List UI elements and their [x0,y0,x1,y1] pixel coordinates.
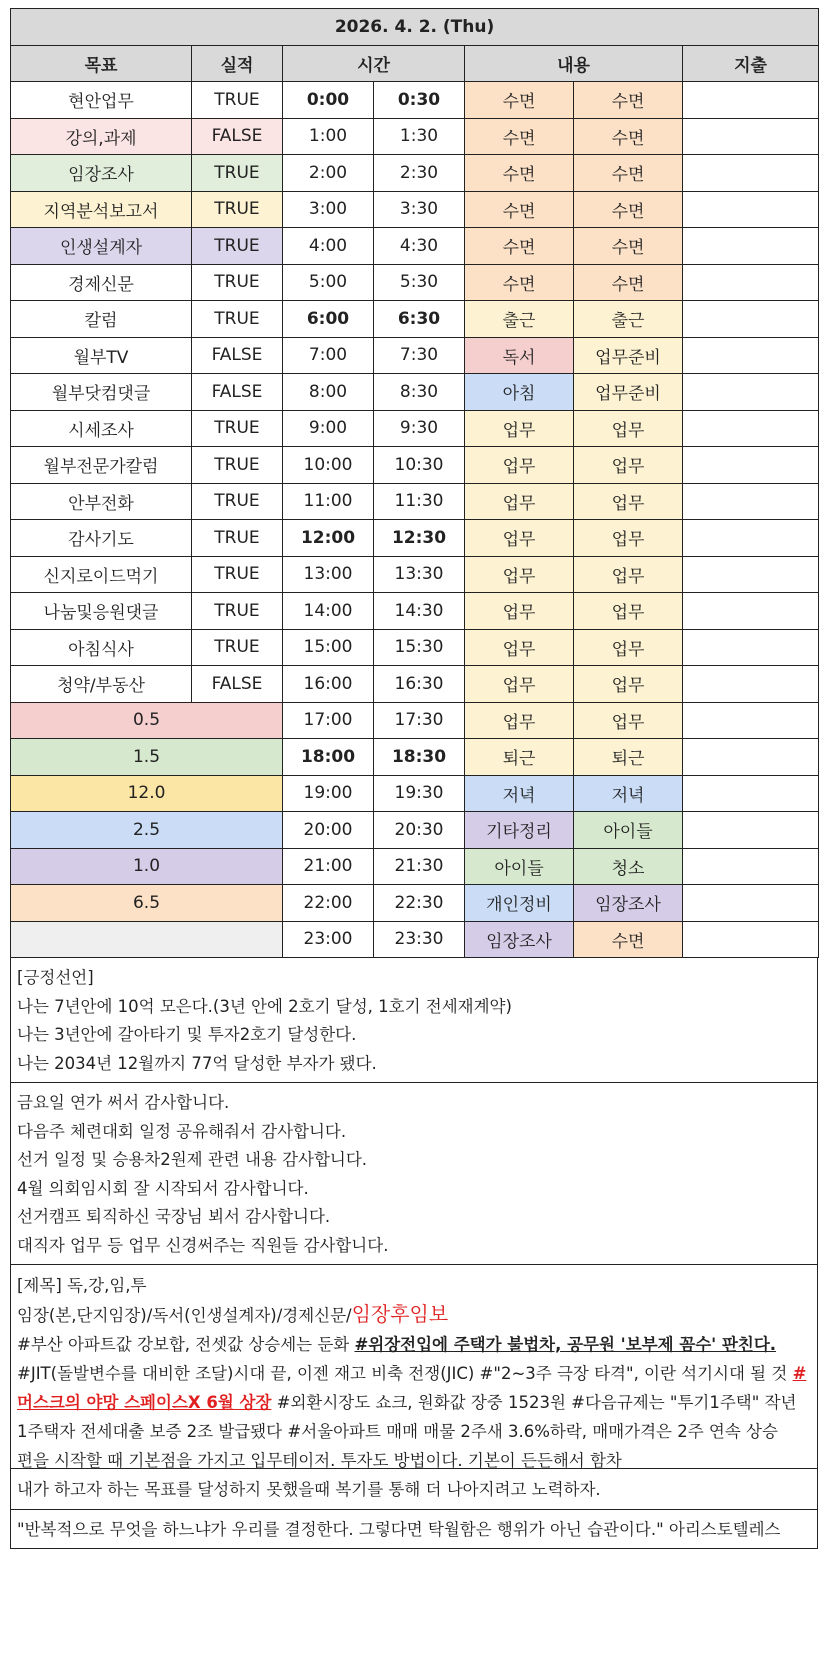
summary-cell [11,921,283,958]
goal-cell: 월부전문가칼럼 [11,447,192,484]
schedule-row [11,666,819,703]
study-list-highlight: 임장후임보 [351,1302,449,1326]
content-cell: 기타정리 [465,812,574,849]
content-cell: 업무 [574,666,683,703]
goal-cell: 시세조사 [11,410,192,447]
schedule-row [11,520,819,557]
time-start-cell: 20:00 [283,812,374,849]
goal-cell: 아침식사 [11,629,192,666]
result-cell: TRUE [192,520,283,557]
goal-cell: 인생설계자 [11,228,192,265]
result-cell: TRUE [192,82,283,119]
time-start-cell: 19:00 [283,775,374,812]
content-cell: 업무 [574,447,683,484]
goal-cell: 나눔및응원댓글 [11,593,192,630]
content-cell: 업무 [574,702,683,739]
daily-planner-sheet [10,8,818,1549]
schedule-row [11,483,819,520]
content-cell: 수면 [574,921,683,958]
time-end-cell: 13:30 [374,556,465,593]
header-time: 시간 [283,45,465,82]
time-start-cell: 21:00 [283,848,374,885]
schedule-row [11,775,819,812]
time-start-cell: 15:00 [283,629,374,666]
schedule-row [11,593,819,630]
result-cell: TRUE [192,264,283,301]
summary-cell: 12.0 [11,775,283,812]
news-headlines [17,1330,811,1469]
content-cell: 저녁 [465,775,574,812]
expense-cell [683,82,819,119]
quote-box [10,1510,818,1549]
time-start-cell: 18:00 [283,739,374,776]
content-cell: 수면 [574,155,683,192]
schedule-table [10,8,819,958]
result-cell: TRUE [192,629,283,666]
goal-cell: 강의,과제 [11,118,192,155]
expense-cell [683,775,819,812]
expense-cell [683,155,819,192]
time-end-cell: 16:30 [374,666,465,703]
schedule-row [11,447,819,484]
content-cell: 개인정비 [465,885,574,922]
news-title: [제목] 독,강,임,투 [17,1276,147,1295]
affirmation-line: 나는 2034년 12월까지 77억 달성한 부자가 됐다. [17,1053,377,1073]
schedule-row [11,629,819,666]
content-cell: 수면 [465,191,574,228]
goal-cell: 안부전화 [11,483,192,520]
time-end-cell: 19:30 [374,775,465,812]
header-goal: 목표 [11,45,192,82]
time-end-cell: 12:30 [374,520,465,557]
expense-cell [683,556,819,593]
expense-cell [683,848,819,885]
time-start-cell: 9:00 [283,410,374,447]
time-end-cell: 21:30 [374,848,465,885]
time-end-cell: 4:30 [374,228,465,265]
time-start-cell: 12:00 [283,520,374,557]
content-cell: 업무 [465,666,574,703]
headline-text: #부산 아파트값 강보합, 전셋값 상승세는 둔화 [17,1335,355,1354]
expense-cell [683,885,819,922]
time-start-cell: 5:00 [283,264,374,301]
expense-cell [683,228,819,265]
result-cell: TRUE [192,483,283,520]
expense-cell [683,483,819,520]
expense-cell [683,337,819,374]
result-cell: TRUE [192,593,283,630]
gratitude-line: 금요일 연가 써서 감사합니다. [17,1093,230,1112]
content-cell: 업무 [465,629,574,666]
schedule-row [11,556,819,593]
summary-cell: 6.5 [11,885,283,922]
schedule-row [11,301,819,338]
time-end-cell: 17:30 [374,702,465,739]
time-end-cell: 8:30 [374,374,465,411]
time-end-cell: 23:30 [374,921,465,958]
time-end-cell: 10:30 [374,447,465,484]
content-cell: 업무 [574,520,683,557]
time-start-cell: 16:00 [283,666,374,703]
goal-cell: 월부닷컴댓글 [11,374,192,411]
content-cell: 퇴근 [574,739,683,776]
content-cell: 수면 [465,155,574,192]
time-end-cell: 3:30 [374,191,465,228]
schedule-row [11,702,819,739]
content-cell: 수면 [574,264,683,301]
schedule-row [11,812,819,849]
summary-cell: 1.5 [11,739,283,776]
content-cell: 업무 [465,593,574,630]
expense-cell [683,264,819,301]
expense-cell [683,921,819,958]
time-start-cell: 8:00 [283,374,374,411]
result-cell: TRUE [192,228,283,265]
time-end-cell: 6:30 [374,301,465,338]
goal-cell: 신지로이드먹기 [11,556,192,593]
goal-cell: 월부TV [11,337,192,374]
gratitude-line: 4월 의회임시회 잘 시작되서 감사합니다. [17,1178,309,1198]
time-end-cell: 1:30 [374,118,465,155]
result-cell: TRUE [192,301,283,338]
schedule-row [11,228,819,265]
time-start-cell: 23:00 [283,921,374,958]
schedule-row [11,191,819,228]
goal-cell: 임장조사 [11,155,192,192]
content-cell: 업무 [574,410,683,447]
expense-cell [683,593,819,630]
gratitude-line: 다음주 체련대회 일정 공유해줘서 감사합니다. [17,1121,347,1141]
content-cell: 독서 [465,337,574,374]
time-start-cell: 1:00 [283,118,374,155]
expense-cell [683,666,819,703]
result-cell: TRUE [192,155,283,192]
time-start-cell: 0:00 [283,82,374,119]
content-cell: 저녁 [574,775,683,812]
expense-cell [683,739,819,776]
time-start-cell: 13:00 [283,556,374,593]
schedule-row [11,82,819,119]
schedule-row [11,848,819,885]
resolution-text: 내가 하고자 하는 목표를 달성하지 못했을때 복기를 통해 더 나아지려고 노력하자. [17,1480,601,1499]
headline-text: #JIT(돌발변수를 대비한 조달)시대 끝, 이젠 재고 비축 전쟁(JIC) #"2~3주 극장 타격", 이란 석기시대 될 것 [17,1364,793,1383]
result-cell: FALSE [192,118,283,155]
time-start-cell: 7:00 [283,337,374,374]
headline-underlined: #위장전입에 주택가 불법차, 공무원 '보부제 꼼수' 판친다. [354,1335,777,1354]
expense-cell [683,301,819,338]
content-cell: 퇴근 [465,739,574,776]
time-end-cell: 20:30 [374,812,465,849]
time-start-cell: 11:00 [283,483,374,520]
content-cell: 출근 [574,301,683,338]
content-cell: 임장조사 [465,921,574,958]
content-cell: 청소 [574,848,683,885]
content-cell: 수면 [465,118,574,155]
content-cell: 수면 [465,82,574,119]
goal-cell: 청약/부동산 [11,666,192,703]
gratitude-line: 선거 일정 및 승용차2원제 관련 내용 감사합니다. [17,1150,368,1169]
time-start-cell: 10:00 [283,447,374,484]
goal-cell: 지역분석보고서 [11,191,192,228]
content-cell: 출근 [465,301,574,338]
header-expense: 지출 [683,45,819,82]
time-start-cell: 3:00 [283,191,374,228]
content-cell: 업무준비 [574,337,683,374]
time-start-cell: 14:00 [283,593,374,630]
summary-cell: 0.5 [11,702,283,739]
time-end-cell: 2:30 [374,155,465,192]
result-cell: FALSE [192,666,283,703]
content-cell: 업무 [465,702,574,739]
affirmation-line: 나는 3년안에 갈아타기 및 투자2호기 달성한다. [17,1025,357,1044]
goal-cell: 칼럼 [11,301,192,338]
expense-cell [683,447,819,484]
content-cell: 수면 [574,118,683,155]
headline-text: #외환시장도 쇼크, 원화값 장중 1523원 #다음규제는 "투기1주택" 작년 1주택자 전세대출 보증 2조 발급됐다 #서울아파트 매매 매물 2주새 3.6%하락, 매매가격은 2주 연속 상승 [17,1393,797,1441]
gratitude-line: 선거캠프 퇴직하신 국장님 뵈서 감사합니다. [17,1207,331,1226]
time-start-cell: 2:00 [283,155,374,192]
gratitude-box [10,1083,818,1265]
time-end-cell: 18:30 [374,739,465,776]
time-start-cell: 4:00 [283,228,374,265]
expense-cell [683,410,819,447]
result-cell: TRUE [192,447,283,484]
content-cell: 아이들 [574,812,683,849]
time-end-cell: 11:30 [374,483,465,520]
time-start-cell: 6:00 [283,301,374,338]
time-end-cell: 22:30 [374,885,465,922]
result-cell: FALSE [192,374,283,411]
time-end-cell: 9:30 [374,410,465,447]
result-cell: TRUE [192,191,283,228]
content-cell: 수면 [465,228,574,265]
content-cell: 아이들 [465,848,574,885]
headline-highlight: #머스크의 야망 스페이스X 6월 상장 [17,1364,807,1412]
schedule-rows [11,82,819,958]
content-cell: 업무 [574,483,683,520]
schedule-row [11,921,819,958]
content-cell: 업무 [574,629,683,666]
resolution-box [10,1469,818,1510]
schedule-row [11,885,819,922]
content-cell: 수면 [574,191,683,228]
result-cell: FALSE [192,337,283,374]
expense-cell [683,520,819,557]
content-cell: 업무 [465,410,574,447]
result-cell: TRUE [192,556,283,593]
goal-cell: 경제신문 [11,264,192,301]
goal-cell: 현안업무 [11,82,192,119]
expense-cell [683,629,819,666]
expense-cell [683,812,819,849]
goal-cell: 감사기도 [11,520,192,557]
schedule-row [11,155,819,192]
time-end-cell: 14:30 [374,593,465,630]
content-cell: 업무 [465,483,574,520]
expense-cell [683,374,819,411]
summary-cell: 2.5 [11,812,283,849]
schedule-row [11,739,819,776]
expense-cell [683,191,819,228]
content-cell: 업무 [574,556,683,593]
content-cell: 업무 [465,447,574,484]
affirmation-title: [긍정선언] [17,968,94,987]
time-end-cell: 7:30 [374,337,465,374]
expense-cell [683,702,819,739]
expense-cell [683,118,819,155]
time-end-cell: 5:30 [374,264,465,301]
header-result: 실적 [192,45,283,82]
time-start-cell: 17:00 [283,702,374,739]
time-start-cell: 22:00 [283,885,374,922]
content-cell: 업무 [574,593,683,630]
schedule-row [11,337,819,374]
headline-overflow: 편을 시작할 때 기본점을 가지고 입무테이저. 투자도 방법이다. 기본이 든든해서 함차 [17,1451,622,1469]
affirmation-line: 나는 7년안에 10억 모은다.(3년 안에 2호기 달성, 1호기 전세재계약) [17,996,512,1016]
schedule-row [11,118,819,155]
news-summary-box [10,1265,818,1469]
schedule-row [11,410,819,447]
content-cell: 업무준비 [574,374,683,411]
gratitude-line: 대직자 업무 등 업무 신경써주는 직원들 감사합니다. [17,1235,389,1255]
schedule-row [11,374,819,411]
content-cell: 수면 [465,264,574,301]
result-cell: TRUE [192,410,283,447]
content-cell: 업무 [465,556,574,593]
time-end-cell: 15:30 [374,629,465,666]
study-list-text: 임장(본,단지임장)/독서(인생설계자)/경제신문/ [17,1306,352,1325]
summary-cell: 1.0 [11,848,283,885]
content-cell: 업무 [465,520,574,557]
content-cell: 수면 [574,82,683,119]
affirmation-box [10,958,818,1083]
study-list [17,1300,811,1330]
content-cell: 아침 [465,374,574,411]
content-cell: 임장조사 [574,885,683,922]
header-content: 내용 [465,45,683,82]
time-end-cell: 0:30 [374,82,465,119]
schedule-row [11,264,819,301]
content-cell: 수면 [574,228,683,265]
quote-text: "반복적으로 무엇을 하느냐가 우리를 결정한다. 그렇다면 탁월함은 행위가 아닌 습관이다." 아리스토텔레스 [17,1520,781,1539]
date-header: 2026. 4. 2. (Thu) [11,9,819,46]
